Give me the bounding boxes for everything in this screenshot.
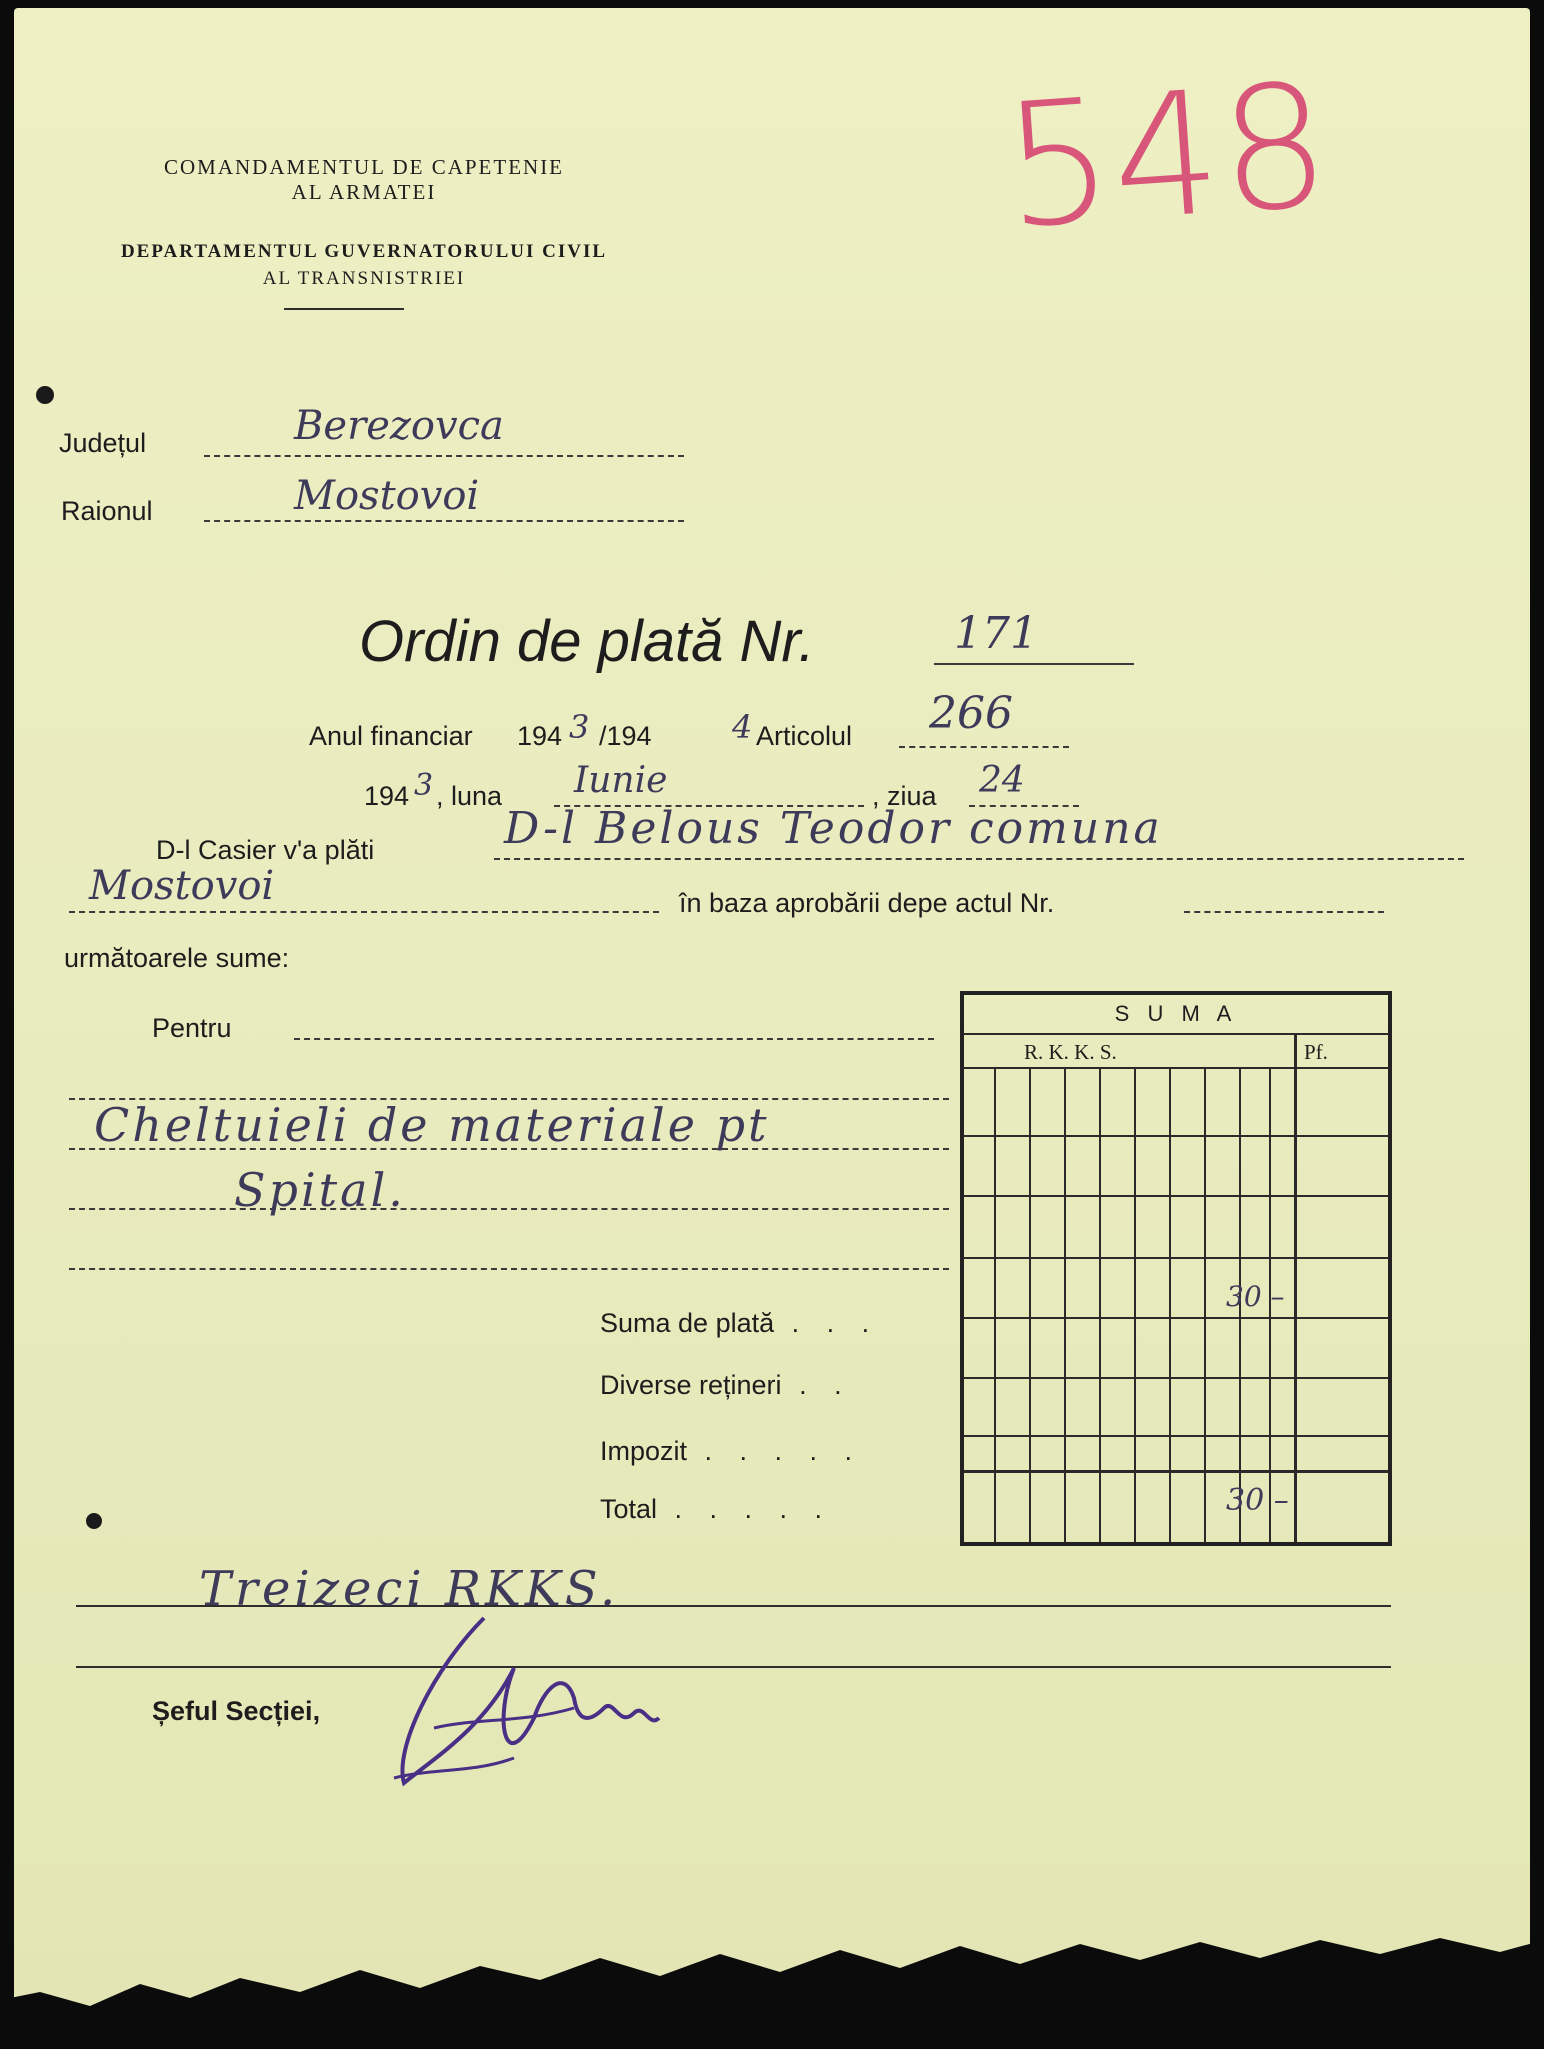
header-line-2: AL ARMATEI xyxy=(291,180,437,204)
header-line-1: COMANDAMENTUL DE CAPETENIE xyxy=(163,155,565,179)
pentru-value-2: Spital. xyxy=(234,1163,406,1217)
suma-title: S U M A xyxy=(1114,1001,1238,1026)
row-total: Total . . . . . xyxy=(600,1494,833,1524)
punch-hole-bottom xyxy=(86,1513,102,1529)
pf-divider xyxy=(1294,1033,1297,1542)
total-value: 30 – xyxy=(1226,1483,1289,1518)
suma-title-divider xyxy=(964,1033,1388,1035)
payee-cont-line xyxy=(69,911,659,913)
raionul-label: Raionul xyxy=(61,496,153,526)
header-divider xyxy=(284,308,404,310)
judetul-label: Județul xyxy=(59,428,147,458)
anul-year1-prefix: 194 xyxy=(517,721,563,751)
articol-line xyxy=(899,746,1069,748)
words-line-2 xyxy=(76,1666,1391,1668)
aprobare-line xyxy=(1184,911,1384,913)
title-number-line xyxy=(934,663,1134,665)
sef-label: Șeful Secției, xyxy=(152,1696,321,1726)
row-line-6 xyxy=(964,1435,1388,1437)
amount-in-words: Treizeci RKKS. xyxy=(199,1561,620,1617)
title: Ordin de plată Nr. xyxy=(359,609,815,674)
luna-value: Iunie xyxy=(574,760,668,801)
casier-line xyxy=(494,858,1464,860)
suma-plata-value: 30 – xyxy=(1226,1280,1285,1313)
header-line-4: AL TRANSNISTRIEI xyxy=(262,268,466,289)
row-total-label: Total xyxy=(600,1494,658,1524)
title-number: 171 xyxy=(954,608,1038,659)
pentru-line-0 xyxy=(294,1038,934,1040)
judetul-value: Berezovca xyxy=(294,403,504,449)
col-pf: Pf. xyxy=(1304,1040,1328,1064)
judetul-line xyxy=(204,455,684,457)
row-impozit-label: Impozit xyxy=(600,1436,688,1466)
row-diverse-label: Diverse rețineri xyxy=(600,1370,782,1400)
raionul-line xyxy=(204,520,684,522)
row-line-5 xyxy=(964,1377,1388,1379)
casier-payee-cont: Mostovoi xyxy=(89,863,275,909)
pentru-line-3 xyxy=(69,1208,949,1210)
suma-header-divider xyxy=(964,1067,1388,1069)
row-diverse: Diverse rețineri . . xyxy=(600,1370,852,1400)
casier-payee: D-l Belous Teodor comuna xyxy=(504,803,1163,854)
row-suma-plata: Suma de plată . . . xyxy=(600,1308,880,1338)
urmatoarele-label: următoarele sume: xyxy=(64,943,290,973)
anul-year2-prefix: /194 xyxy=(599,721,652,751)
date-year-prefix: 194 xyxy=(364,781,410,811)
pentru-label: Pentru xyxy=(152,1013,232,1043)
header-line-3: DEPARTAMENTUL GUVERNATORULUI CIVIL xyxy=(120,241,608,262)
casier-label: D-l Casier v'a plăti xyxy=(156,835,375,865)
row-line-4 xyxy=(964,1317,1388,1319)
row-line-2 xyxy=(964,1195,1388,1197)
anul-year1: 3 xyxy=(569,708,590,746)
pentru-line-4 xyxy=(69,1268,949,1270)
signature xyxy=(374,1608,674,1798)
row-line-7 xyxy=(964,1470,1388,1473)
pentru-value-1: Cheltuieli de materiale pt xyxy=(94,1098,770,1152)
raionul-value: Mostovoi xyxy=(294,473,480,519)
row-impozit: Impozit . . . . . xyxy=(600,1436,863,1466)
articol-label: Articolul xyxy=(756,721,853,751)
archive-number: 548 xyxy=(997,46,1335,268)
document-page xyxy=(14,8,1530,2008)
suma-table xyxy=(960,991,1392,1546)
punch-hole-top xyxy=(36,386,54,404)
date-year: 3 xyxy=(414,768,434,803)
col-rkks: R. K. K. S. xyxy=(1024,1040,1117,1064)
aprobare-label: în baza aprobării depe actul Nr. xyxy=(679,888,1055,918)
ziua-label: , ziua xyxy=(872,781,937,811)
articol-value: 266 xyxy=(929,688,1013,739)
anul-label: Anul financiar xyxy=(309,721,473,751)
row-line-3 xyxy=(964,1257,1388,1259)
torn-edge xyxy=(0,1880,1544,2049)
row-line-1 xyxy=(964,1135,1388,1137)
row-suma-plata-label: Suma de plată xyxy=(600,1308,775,1338)
luna-label: , luna xyxy=(436,781,503,811)
anul-year2: 4 xyxy=(732,708,753,746)
ziua-value: 24 xyxy=(979,760,1025,801)
